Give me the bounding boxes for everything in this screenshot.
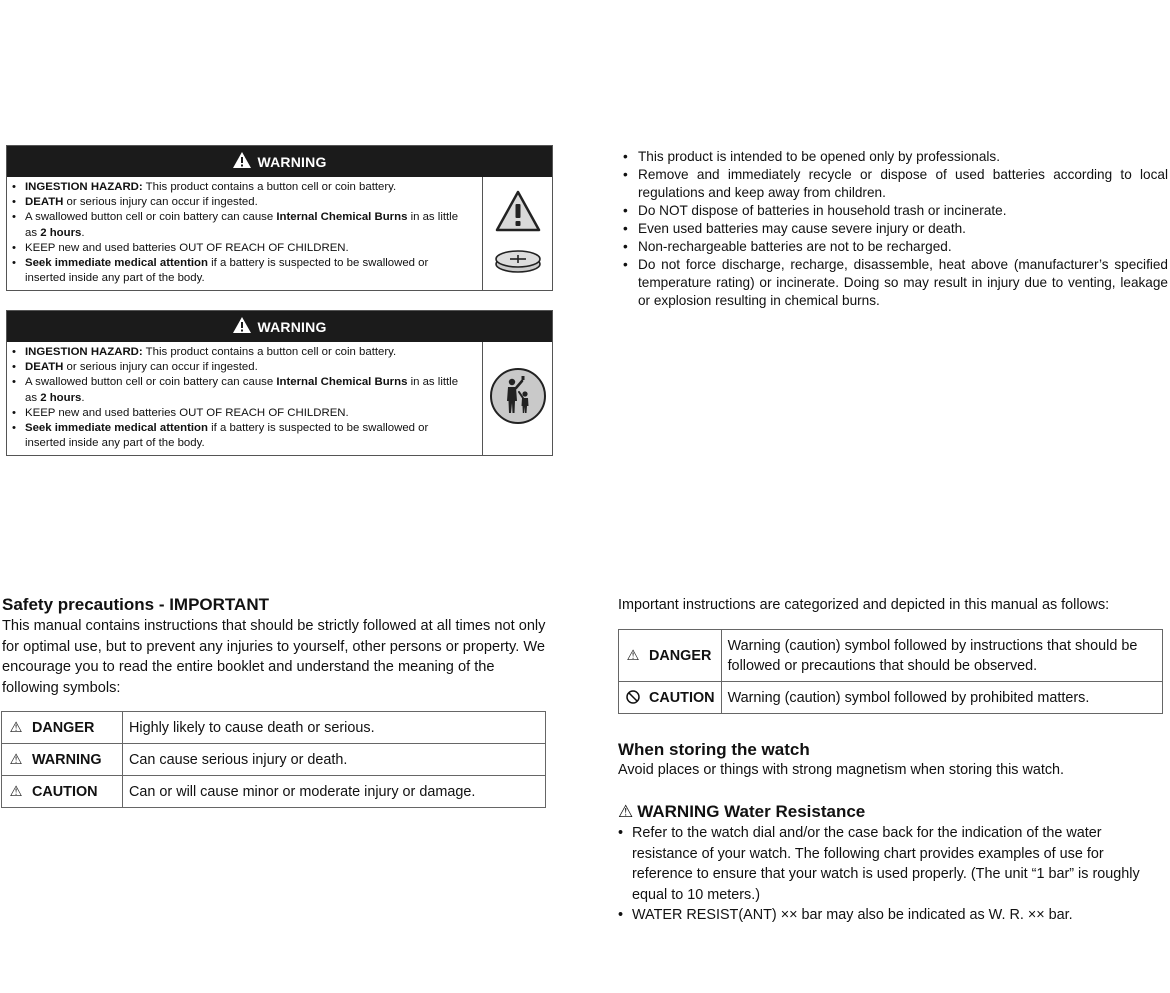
table-row [619, 682, 1163, 714]
symbol-label: ⚠ WARNING [2, 744, 123, 776]
water-resistance-title: ⚠ WARNING Water Resistance [618, 802, 866, 821]
list-item: • DEATH or serious injury can occur if ingested. [25, 360, 482, 375]
symbol-description: Warning (caution) symbol followed by instructions that should be followed or precautions that should be observed. [721, 630, 1162, 682]
list-item: • KEEP new and used batteries OUT OF REACH OF CHILDREN. [25, 241, 482, 256]
list-item: • Seek immediate medical attention if a battery is suspected to be swallowed or inserted inside any part of the body. [25, 256, 482, 286]
table-row [2, 744, 546, 776]
water-resistance-list [618, 823, 1166, 926]
list-item: • Do not force discharge, recharge, disassemble, heat above (manufacturer’s specified temperature rating) or incinerate. Doing so may result in injury due to venting, leakage or explosion resulting in chemical burns. [620, 256, 1168, 310]
symbol-label: ⚠ DANGER [2, 712, 123, 744]
symbol-label: ⚠ DANGER [619, 630, 722, 682]
warning-header [7, 311, 552, 342]
category-table [618, 629, 1163, 714]
list-item: • Remove and immediately recycle or dispose of used batteries according to local regulations and keep away from children. [620, 166, 1168, 202]
safety-title: Safety precautions - IMPORTANT [2, 595, 269, 614]
warning-triangle-icon [494, 189, 542, 238]
symbol-table [1, 711, 546, 808]
battery-notes-list [620, 148, 1168, 310]
list-item: • WATER RESIST(ANT) ×× bar may also be indicated as W. R. ×× bar. [618, 905, 1166, 926]
table-row [2, 712, 546, 744]
list-item: • INGESTION HAZARD: This product contains a button cell or coin battery. [25, 345, 482, 360]
list-item: • This product is intended to be opened only by professionals. [620, 148, 1168, 166]
safety-intro: This manual contains instructions that should be strictly followed at all times not only for optimal use, but to prevent any injuries to yourself, other persons or property. We encourage you to read the entire booklet and understand the meaning of the following symbols: [2, 618, 546, 696]
warning-box-children [6, 310, 553, 456]
table-row [619, 630, 1163, 682]
prohibited-icon [625, 690, 641, 706]
categories-intro: Important instructions are categorized and depicted in this manual as follows: [618, 597, 1110, 613]
symbol-description: Can or will cause minor or moderate injury or damage. [123, 776, 546, 808]
list-item: • A swallowed button cell or coin battery can cause Internal Chemical Burns in as little as 2 hours. [25, 375, 482, 405]
table-row [2, 776, 546, 808]
list-item: • Even used batteries may cause severe injury or death. [620, 220, 1168, 238]
symbol-description: Highly likely to cause death or serious. [123, 712, 546, 744]
list-item: • Refer to the watch dial and/or the case back for the indication of the water resistance of your watch. The following chart provides examples of use for reference to ensure that your watch is used properly. (The unit “1 bar” is roughly equal to 10 meters.) [618, 823, 1166, 905]
warning-triangle-icon: ⚠ [9, 783, 23, 800]
list-item: • INGESTION HAZARD: This product contains a button cell or coin battery. [25, 180, 482, 195]
symbol-description: Can cause serious injury or death. [123, 744, 546, 776]
list-item: • Do NOT dispose of batteries in household trash or incinerate. [620, 202, 1168, 220]
warning-triangle-icon: ⚠ [9, 719, 23, 736]
warning-header-label: WARNING [257, 318, 327, 335]
warning-header-label: WARNING [257, 153, 327, 170]
warning-triangle-icon [232, 316, 252, 337]
warning-triangle-icon [232, 151, 252, 172]
list-item: • A swallowed button cell or coin battery can cause Internal Chemical Burns in as little as 2 hours. [25, 210, 482, 240]
warning-triangle-icon: ⚠ [618, 802, 634, 821]
keep-away-from-children-icon [489, 367, 547, 430]
symbol-label: CAUTION [619, 682, 722, 714]
coin-battery-icon [494, 248, 542, 279]
list-item: • DEATH or serious injury can occur if ingested. [25, 195, 482, 210]
warning-box-battery [6, 145, 553, 291]
symbol-label: ⚠ CAUTION [2, 776, 123, 808]
warning-header [7, 146, 552, 177]
symbol-description: Warning (caution) symbol followed by prohibited matters. [721, 682, 1162, 714]
storing-text: Avoid places or things with strong magnetism when storing this watch. [618, 762, 1065, 778]
list-item: • KEEP new and used batteries OUT OF REACH OF CHILDREN. [25, 406, 482, 421]
list-item: • Seek immediate medical attention if a battery is suspected to be swallowed or inserted inside any part of the body. [25, 421, 482, 451]
storing-title: When storing the watch [618, 740, 810, 759]
list-item: • Non-rechargeable batteries are not to be recharged. [620, 238, 1168, 256]
warning-triangle-icon: ⚠ [626, 647, 640, 664]
warning-triangle-icon: ⚠ [9, 751, 23, 768]
